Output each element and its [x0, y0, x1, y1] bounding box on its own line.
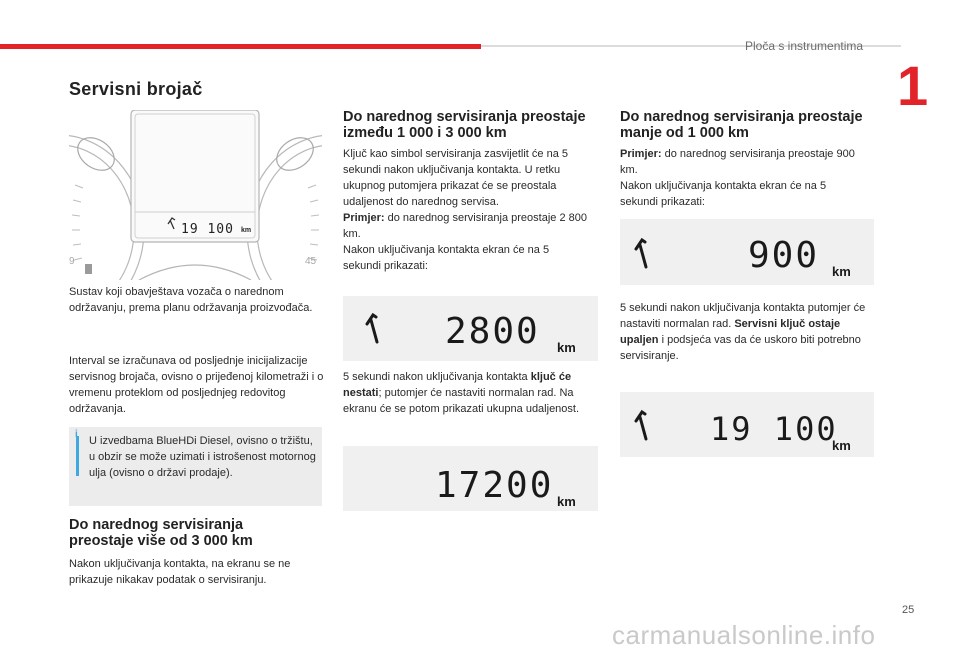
- info-icon: i: [75, 429, 78, 440]
- chapter-number: 1: [897, 54, 929, 117]
- cluster-right-gauge-mark: 45: [305, 256, 317, 267]
- note-accent-bar: [76, 436, 79, 476]
- col3-example-label: Primjer:: [620, 148, 662, 160]
- page-title: Servisni brojač: [69, 79, 203, 99]
- wrench-icon: [363, 312, 389, 348]
- display-19100-unit: km: [832, 438, 851, 453]
- display-17200: [343, 446, 598, 511]
- cluster-drawing: [69, 110, 322, 280]
- wrench-icon: [632, 409, 658, 445]
- header-red-bar: [0, 44, 481, 49]
- display-900-unit: km: [832, 264, 851, 279]
- display-2800-unit: km: [557, 340, 576, 355]
- info-note: [69, 427, 322, 506]
- note-text: U izvedbama BlueHDi Diesel, ovisno o tržištu, u obzir se može uzimati i istrošenost motornog ulja (ovisno o državi prodaje).: [89, 435, 316, 479]
- section-title-over-3000: Do narednog servisiranja preostaje više od 3 000 km: [69, 517, 253, 549]
- section-title-under-1000: Do narednog servisiranja preostaje manje od 1 000 km: [620, 109, 863, 141]
- cluster-left-gauge-mark: 9: [69, 256, 75, 267]
- page-number: 25: [902, 604, 915, 616]
- col2-para2-part3: ; putomjer će nastaviti normalan rad. Na ekranu će se potom prikazati ukupna udaljenost.: [343, 387, 580, 415]
- col2-para2-part1: 5 sekundi nakon uključivanja kontakta: [343, 371, 531, 383]
- cluster-odometer-digits: 19 100: [181, 222, 234, 237]
- col3-example-text: do narednog servisiranja preostaje 900 km.: [620, 148, 855, 176]
- col3-paragraph: [620, 300, 875, 364]
- display-2800-digits: 2800: [445, 311, 540, 352]
- col2-para2-bold: ključ će nestati: [343, 371, 572, 399]
- col3-para-part1: 5 sekundi nakon uključivanja kontakta putomjer će nastaviti normalan rad.: [620, 302, 866, 330]
- col3-para-part3: i podsjeća vas da će uskoro biti potrebno servisiranje.: [620, 334, 861, 362]
- watermark: carmanualsonline.info: [612, 620, 876, 650]
- display-17200-unit: km: [557, 494, 576, 509]
- display-19100-digits: 19 100: [710, 410, 838, 448]
- header-section-title: Ploča s instrumentima: [745, 39, 864, 53]
- col3-para-bold: Servisni ključ ostaje upaljen: [620, 318, 841, 346]
- display-900-digits: 900: [748, 235, 820, 276]
- col3-example: [620, 146, 870, 178]
- intro-paragraph: Sustav koji obavještava vozača o narednom održavanju, prema planu održavanja proizvođača.: [69, 286, 313, 314]
- display-19100: [620, 392, 874, 457]
- display-900: [620, 219, 874, 285]
- display-17200-digits: 17200: [435, 465, 554, 506]
- interval-paragraph: Interval se izračunava od posljednje inicijalizacije servisnog brojača, ovisno o prijeđenoj kilometraži i o vremenu proteklom od posljednjeg redovitog održavanja.: [69, 355, 324, 415]
- section-title-1000-3000: Do narednog servisiranja preostaje između 1 000 i 3 000 km: [343, 109, 586, 141]
- col2-paragraph-1: Ključ kao simbol servisiranja zasvijetlit će na 5 sekundi nakon uključivanja kontakta. U retku ukupnog putomjera prikazat će se preostala udaljenost do narednog servisa.: [343, 148, 568, 208]
- col2-after-contact: Nakon uključivanja kontakta ekran će na 5 sekundi prikazati:: [343, 244, 550, 272]
- col3-after-contact: Nakon uključivanja kontakta ekran će na 5 sekundi prikazati:: [620, 180, 827, 208]
- cluster-odometer-unit: km: [241, 227, 252, 234]
- wrench-icon: [632, 237, 658, 273]
- col2-example: [343, 210, 598, 242]
- instrument-cluster-illustration: [69, 110, 322, 280]
- col2-paragraph-2: [343, 369, 593, 417]
- example-label: Primjer:: [343, 212, 385, 224]
- display-2800: [343, 296, 598, 361]
- section-text-over-3000: Nakon uključivanja kontakta, na ekranu se ne prikazuje nikakav podatak o servisiranju.: [69, 558, 291, 586]
- example-text: do narednog servisiranja preostaje 2 800 km.: [343, 212, 587, 240]
